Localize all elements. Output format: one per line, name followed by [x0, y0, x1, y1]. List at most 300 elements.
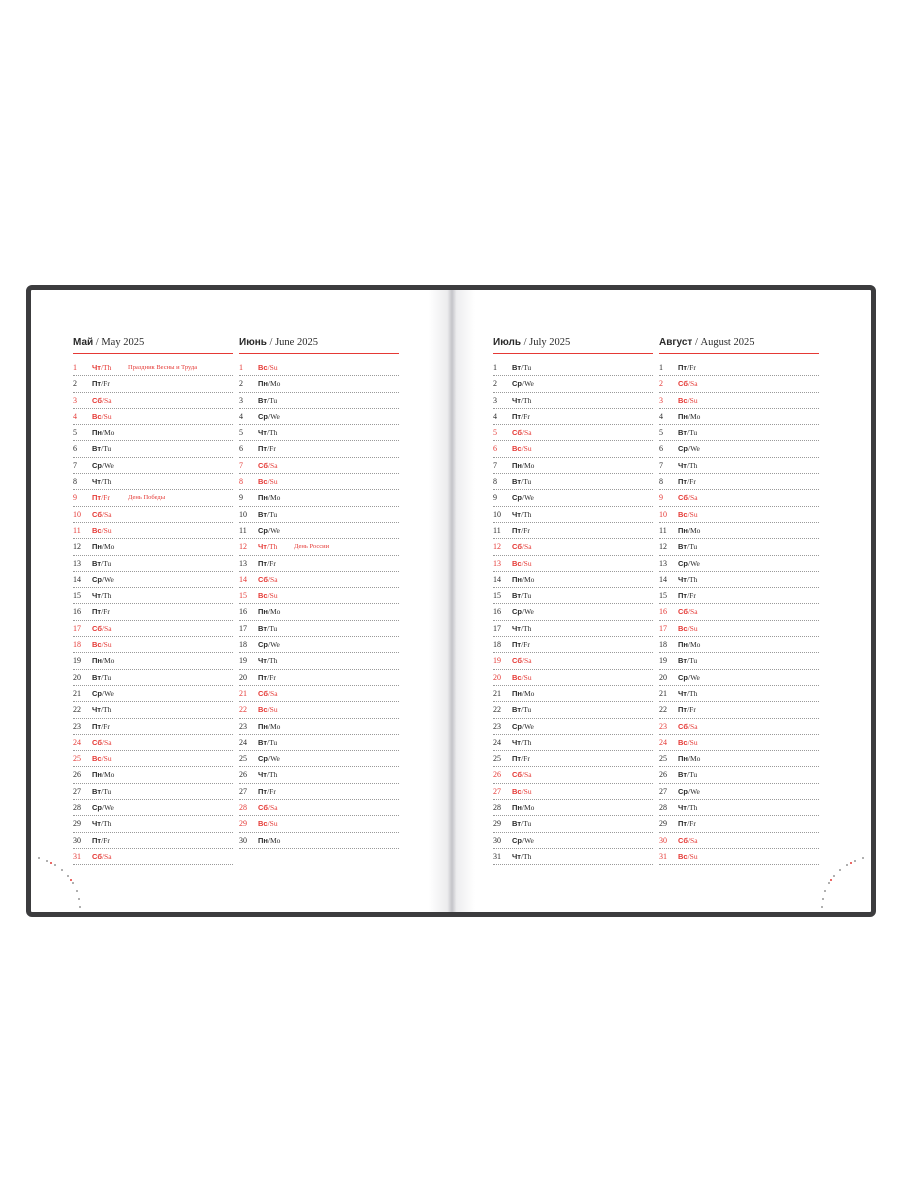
weekday — [678, 686, 697, 701]
weekday-en: /Sa — [101, 395, 112, 405]
weekday-ru: Ср — [512, 379, 522, 389]
weekday-en: /Th — [686, 688, 698, 698]
day-row — [659, 767, 819, 783]
weekday-en: /Fr — [101, 721, 110, 731]
day-number: 22 — [493, 705, 501, 715]
day-number: 8 — [73, 477, 77, 487]
weekday — [512, 833, 534, 848]
weekday-ru: Чт — [258, 656, 267, 666]
day-number: 30 — [493, 835, 501, 845]
day-number: 27 — [659, 786, 667, 796]
weekday-en: /Fr — [687, 363, 696, 372]
day-number: 26 — [493, 770, 501, 780]
day-row — [659, 816, 819, 832]
day-number: 23 — [239, 721, 247, 731]
day-row — [239, 539, 399, 555]
weekday — [92, 816, 111, 831]
weekday-en: /Th — [520, 737, 532, 747]
weekday — [92, 833, 110, 848]
weekday-en: /Tu — [521, 363, 532, 372]
weekday — [258, 702, 278, 717]
weekday-ru: Пт — [92, 493, 102, 503]
day-number: 27 — [239, 786, 247, 796]
weekday-ru: Ср — [678, 672, 688, 682]
weekday-ru: Сб — [512, 656, 522, 666]
weekday-en: /Tu — [687, 542, 698, 552]
holiday-label: Праздник Весны и Труда — [128, 364, 198, 371]
day-number: 1 — [73, 363, 77, 372]
day-number: 22 — [659, 705, 667, 715]
weekday-en: /Su — [521, 786, 532, 796]
weekday — [258, 784, 276, 799]
day-number: 27 — [73, 786, 81, 796]
day-number: 23 — [493, 721, 501, 731]
weekday — [678, 490, 698, 505]
weekday-en: /Th — [100, 363, 112, 372]
weekday — [678, 767, 697, 782]
day-number: 29 — [493, 819, 501, 829]
weekday-en: /Sa — [267, 688, 278, 698]
day-number: 9 — [73, 493, 77, 503]
weekday-en: /We — [102, 803, 114, 813]
weekday — [678, 653, 697, 668]
day-number: 9 — [659, 493, 663, 503]
weekday-ru: Чт — [512, 623, 521, 633]
weekday-en: /Fr — [521, 640, 530, 650]
day-row — [239, 409, 399, 425]
weekday — [92, 441, 111, 456]
weekday-ru: Пн — [258, 607, 268, 617]
weekday — [678, 425, 697, 440]
day-row — [239, 425, 399, 441]
day-number: 13 — [73, 558, 81, 568]
weekday-ru: Вт — [258, 737, 267, 747]
weekday — [258, 409, 280, 424]
holiday-label: День России — [294, 543, 330, 551]
day-number: 16 — [73, 607, 81, 617]
day-number: 5 — [659, 428, 663, 438]
weekday-ru: Вс — [678, 851, 688, 861]
day-row — [493, 833, 653, 849]
day-number: 11 — [493, 525, 501, 535]
weekday-en: /Sa — [687, 607, 698, 617]
weekday-ru: Вс — [258, 705, 268, 715]
day-row — [659, 588, 819, 604]
weekday-en: /Th — [266, 656, 278, 666]
weekday-ru: Ср — [512, 493, 522, 503]
day-number: 18 — [239, 640, 247, 650]
weekday-ru: Пт — [92, 379, 102, 389]
weekday — [258, 393, 277, 408]
weekday-en: /Tu — [267, 509, 278, 519]
weekday-en: /We — [102, 688, 114, 698]
day-number: 1 — [239, 363, 243, 372]
weekday-en: /Th — [266, 428, 278, 438]
day-row — [493, 621, 653, 637]
weekday-en: /Fr — [521, 525, 530, 535]
weekday-en: /Mo — [687, 754, 701, 764]
weekday-ru: Вт — [512, 819, 521, 829]
weekday-en: /Su — [687, 395, 698, 405]
day-number: 17 — [239, 623, 247, 633]
day-row — [73, 849, 233, 865]
weekday — [258, 637, 280, 652]
weekday-ru: Вс — [92, 411, 102, 421]
weekday-ru: Пн — [512, 460, 522, 470]
day-row — [659, 409, 819, 425]
weekday — [512, 719, 534, 734]
month-name-en: / June 2025 — [269, 337, 318, 348]
day-row — [659, 425, 819, 441]
weekday-ru: Сб — [92, 395, 102, 405]
weekday-ru: Сб — [678, 379, 688, 389]
weekday-en: /Su — [687, 509, 698, 519]
weekday-ru: Вт — [512, 363, 521, 372]
weekday-ru: Ср — [512, 835, 522, 845]
weekday-ru: Вт — [678, 542, 687, 552]
weekday — [512, 686, 534, 701]
day-number: 13 — [239, 558, 247, 568]
day-row — [493, 686, 653, 702]
weekday — [258, 507, 277, 522]
weekday — [258, 604, 280, 619]
day-row — [493, 556, 653, 572]
weekday — [92, 376, 110, 391]
weekday — [678, 572, 697, 587]
day-row — [239, 735, 399, 751]
day-number: 18 — [659, 640, 667, 650]
day-number: 7 — [73, 460, 77, 470]
weekday-en: /We — [268, 754, 280, 764]
weekday-en: /Tu — [101, 672, 112, 682]
day-number: 31 — [73, 851, 81, 861]
weekday-en: /Sa — [521, 428, 532, 438]
day-number: 12 — [239, 542, 247, 552]
weekday — [258, 653, 277, 668]
day-number: 10 — [73, 509, 81, 519]
day-number: 30 — [659, 835, 667, 845]
weekday — [92, 702, 111, 717]
weekday — [512, 800, 534, 815]
day-row — [239, 686, 399, 702]
day-number: 23 — [659, 721, 667, 731]
day-row — [239, 670, 399, 686]
weekday-en: /Sa — [521, 542, 532, 552]
weekday-ru: Вт — [92, 672, 101, 682]
weekday-en: /Sa — [687, 721, 698, 731]
day-row — [659, 604, 819, 620]
weekday-en: /Fr — [687, 591, 696, 601]
day-row — [73, 474, 233, 490]
day-number: 21 — [239, 688, 247, 698]
weekday-ru: Пн — [678, 754, 688, 764]
day-row — [659, 849, 819, 865]
weekday-en: /We — [522, 835, 534, 845]
weekday-en: /Th — [520, 509, 532, 519]
weekday-ru: Сб — [258, 574, 268, 584]
day-row — [73, 653, 233, 669]
weekday — [512, 490, 534, 505]
day-number: 9 — [493, 493, 497, 503]
day-number: 21 — [659, 688, 667, 698]
month-name-ru: Июнь — [239, 337, 267, 348]
weekday-ru: Пт — [258, 558, 268, 568]
planner-spread — [26, 285, 876, 917]
day-row — [659, 702, 819, 718]
weekday-ru: Пт — [258, 444, 268, 454]
weekday-ru: Чт — [92, 819, 101, 829]
weekday — [92, 637, 112, 652]
weekday-en: /Fr — [521, 754, 530, 764]
weekday — [258, 376, 280, 391]
month-name-en: / August 2025 — [694, 337, 755, 348]
day-number: 16 — [239, 607, 247, 617]
weekday-ru: Ср — [678, 444, 688, 454]
weekday — [512, 702, 531, 717]
day-number: 20 — [659, 672, 667, 682]
day-number: 10 — [239, 509, 247, 519]
weekday-en: /Sa — [687, 379, 698, 389]
day-number: 14 — [659, 574, 667, 584]
weekday-ru: Вс — [678, 509, 688, 519]
day-number: 14 — [239, 574, 247, 584]
weekday-ru: Чт — [258, 428, 267, 438]
weekday — [258, 735, 277, 750]
weekday — [678, 751, 700, 766]
weekday-en: /Mo — [267, 835, 281, 845]
day-row — [73, 686, 233, 702]
day-number: 29 — [659, 819, 667, 829]
weekday — [512, 458, 534, 473]
month-header — [239, 335, 399, 354]
weekday-en: /Mo — [267, 607, 281, 617]
weekday — [678, 507, 698, 522]
day-number: 4 — [659, 411, 663, 421]
day-number: 16 — [659, 607, 667, 617]
weekday-ru: Пн — [678, 640, 688, 650]
weekday — [258, 539, 277, 554]
weekday-ru: Чт — [512, 851, 521, 861]
weekday-ru: Вт — [678, 770, 687, 780]
weekday — [92, 556, 111, 571]
weekday — [512, 360, 531, 375]
day-number: 3 — [239, 395, 243, 405]
day-number: 3 — [493, 395, 497, 405]
day-number: 11 — [659, 525, 667, 535]
weekday-ru: Вт — [512, 591, 521, 601]
day-number: 15 — [73, 591, 81, 601]
weekday-en: /Fr — [267, 672, 276, 682]
weekday-en: /Su — [267, 819, 278, 829]
weekday-ru: Сб — [678, 835, 688, 845]
day-number: 5 — [493, 428, 497, 438]
weekday-en: /Fr — [101, 835, 110, 845]
day-row — [659, 800, 819, 816]
month-august — [659, 335, 819, 865]
day-row — [239, 360, 399, 376]
weekday — [512, 523, 530, 538]
day-number: 20 — [239, 672, 247, 682]
day-row — [73, 523, 233, 539]
weekday-ru: Пт — [92, 607, 102, 617]
day-number: 2 — [73, 379, 77, 389]
day-number: 19 — [659, 656, 667, 666]
day-row — [73, 539, 233, 555]
day-row — [73, 507, 233, 523]
day-number: 17 — [493, 623, 501, 633]
day-row — [73, 816, 233, 832]
day-number: 2 — [239, 379, 243, 389]
weekday-en: /Tu — [521, 591, 532, 601]
month-header — [659, 335, 819, 354]
weekday — [258, 833, 280, 848]
weekday — [678, 735, 698, 750]
weekday-en: /We — [688, 444, 700, 454]
day-row — [493, 376, 653, 392]
day-row — [73, 604, 233, 620]
day-list — [493, 360, 653, 865]
day-row — [73, 784, 233, 800]
day-row — [659, 474, 819, 490]
weekday-ru: Вс — [512, 672, 522, 682]
weekday-ru: Сб — [678, 607, 688, 617]
day-row — [493, 474, 653, 490]
weekday-ru: Чт — [678, 803, 687, 813]
weekday — [258, 474, 278, 489]
month-may — [73, 335, 233, 865]
weekday-en: /Su — [521, 558, 532, 568]
day-number: 20 — [493, 672, 501, 682]
weekday — [512, 556, 532, 571]
weekday-ru: Вт — [678, 656, 687, 666]
day-number: 31 — [493, 851, 501, 861]
weekday — [512, 441, 532, 456]
day-row — [239, 833, 399, 849]
weekday-ru: Вс — [512, 558, 522, 568]
day-number: 5 — [239, 428, 243, 438]
day-number: 14 — [73, 574, 81, 584]
weekday-ru: Вс — [258, 819, 268, 829]
weekday-en: /We — [522, 607, 534, 617]
day-number: 21 — [493, 688, 501, 698]
weekday-en: /Mo — [101, 542, 115, 552]
weekday-ru: Ср — [258, 640, 268, 650]
weekday-en: /We — [522, 379, 534, 389]
weekday-ru: Сб — [92, 851, 102, 861]
month-name-ru: Август — [659, 337, 693, 348]
day-number: 31 — [659, 851, 667, 861]
day-row — [239, 816, 399, 832]
day-number: 26 — [73, 770, 81, 780]
weekday-en: /Su — [267, 363, 278, 372]
day-number: 27 — [493, 786, 501, 796]
weekday-en: /We — [688, 558, 700, 568]
weekday — [92, 751, 112, 766]
weekday — [678, 637, 700, 652]
weekday-ru: Сб — [678, 721, 688, 731]
weekday — [512, 653, 532, 668]
weekday — [92, 474, 111, 489]
weekday — [678, 833, 698, 848]
day-number: 24 — [493, 737, 501, 747]
day-number: 2 — [659, 379, 663, 389]
day-row — [493, 702, 653, 718]
day-number: 20 — [73, 672, 81, 682]
day-number: 24 — [73, 737, 81, 747]
day-number: 28 — [73, 803, 81, 813]
weekday-en: /Fr — [267, 786, 276, 796]
weekday-ru: Вс — [92, 640, 102, 650]
weekday-en: /Tu — [101, 558, 112, 568]
weekday — [92, 360, 111, 375]
weekday — [92, 735, 112, 750]
weekday — [512, 621, 531, 636]
weekday — [258, 719, 280, 734]
weekday — [258, 360, 278, 375]
day-row — [239, 556, 399, 572]
weekday-en: /Sa — [101, 737, 112, 747]
weekday-en: /We — [102, 460, 114, 470]
weekday-ru: Чт — [92, 705, 101, 715]
day-number: 4 — [73, 411, 77, 421]
day-number: 2 — [493, 379, 497, 389]
weekday-en: /Mo — [687, 640, 701, 650]
weekday-en: /Su — [101, 411, 112, 421]
weekday-en: /We — [268, 640, 280, 650]
month-name-ru: Май — [73, 337, 94, 348]
weekday — [678, 702, 696, 717]
day-row — [493, 816, 653, 832]
weekday — [258, 458, 278, 473]
day-row — [659, 523, 819, 539]
weekday-ru: Вт — [92, 558, 101, 568]
day-number: 17 — [659, 623, 667, 633]
weekday — [258, 800, 278, 815]
weekday-ru: Ср — [92, 803, 102, 813]
weekday-ru: Сб — [258, 803, 268, 813]
day-number: 7 — [493, 460, 497, 470]
day-row — [239, 767, 399, 783]
day-list — [239, 360, 399, 849]
weekday — [92, 490, 110, 505]
month-header — [493, 335, 653, 354]
weekday-en: /Fr — [687, 477, 696, 487]
weekday — [512, 751, 530, 766]
weekday-ru: Вт — [258, 509, 267, 519]
weekday — [92, 800, 114, 815]
day-number: 18 — [493, 640, 501, 650]
day-row — [493, 539, 653, 555]
weekday-ru: Сб — [92, 737, 102, 747]
weekday-en: /Th — [520, 395, 532, 405]
weekday-en: /We — [268, 525, 280, 535]
day-number: 24 — [659, 737, 667, 747]
weekday — [512, 539, 532, 554]
weekday — [512, 507, 531, 522]
day-number: 4 — [493, 411, 497, 421]
weekday-en: /Mo — [687, 525, 701, 535]
weekday-en: /Su — [267, 477, 278, 487]
weekday — [678, 670, 700, 685]
weekday — [92, 670, 111, 685]
weekday-ru: Пн — [678, 411, 688, 421]
weekday-ru: Вт — [92, 444, 101, 454]
weekday — [678, 539, 697, 554]
weekday — [512, 474, 531, 489]
day-row — [659, 653, 819, 669]
day-row — [659, 556, 819, 572]
weekday-en: /Tu — [267, 623, 278, 633]
